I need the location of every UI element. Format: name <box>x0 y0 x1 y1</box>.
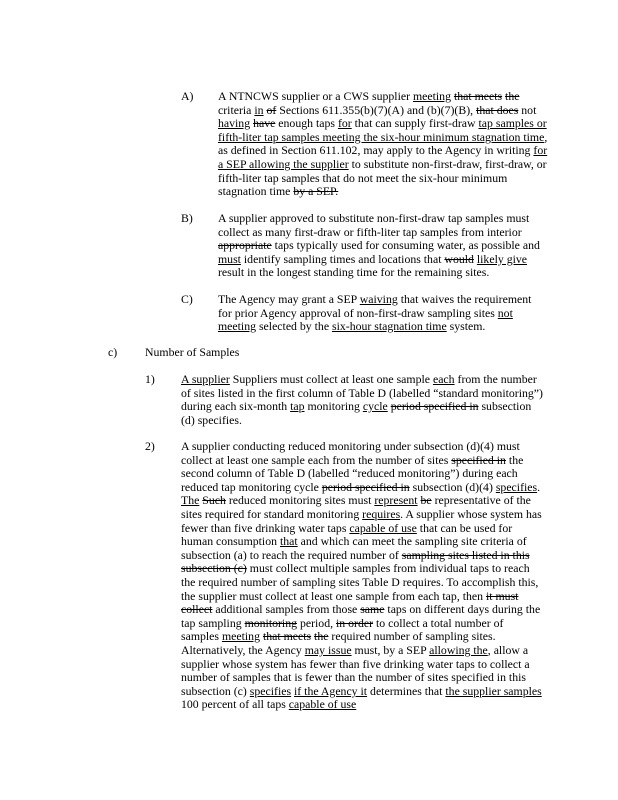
section-c-heading: Number of Samples <box>145 345 240 359</box>
deleted-text: the <box>505 89 520 103</box>
inserted-text: six-hour stagnation time <box>332 319 447 334</box>
text-run: Sections 611.355(b)(7)(A) and (b)(7)(B), <box>276 102 477 117</box>
inserted-text: if the Agency it <box>294 683 368 698</box>
inserted-text: may issue <box>304 642 352 657</box>
inserted-text: The <box>181 493 200 508</box>
item-c-text <box>218 293 548 334</box>
text-run: A supplier conducting reduced monitoring under subsection (d)(4) must collect at least one sample each from the number of sites <box>181 439 520 467</box>
text-run: subsection (d)(4) <box>409 479 496 494</box>
text-run: that can be used for human consumption <box>181 520 513 549</box>
inserted-text: represent <box>374 493 418 508</box>
text-run: reduced monitoring sites must <box>225 493 375 508</box>
text-run: identify sampling times and locations that <box>240 251 445 266</box>
deleted-text: the <box>314 629 329 644</box>
item-2-label: 2) <box>145 439 155 453</box>
deleted-text: in order <box>336 615 374 630</box>
inserted-text: for <box>337 116 352 131</box>
text-run: enough taps <box>275 116 338 131</box>
item-b-text <box>218 212 548 280</box>
inserted-text: the supplier samples <box>445 683 542 698</box>
inserted-text: meeting <box>412 89 451 103</box>
item-1-label: 1) <box>145 372 155 386</box>
text-run: , as defined in Section 611.102, may apply to the Agency in writing <box>218 129 548 158</box>
deleted-text: that meets <box>453 89 503 103</box>
text-run: result in the longest standing time for the remaining sites. <box>218 265 490 280</box>
inserted-text: each <box>432 372 455 386</box>
inserted-text: that <box>279 534 298 549</box>
item-1-text <box>181 373 543 427</box>
inserted-text: must <box>218 251 241 266</box>
text-run: representative of the sites required for standard monitoring <box>181 493 531 521</box>
inserted-text: A supplier <box>181 372 230 386</box>
text-run: . <box>537 479 541 494</box>
text-run: 100 percent of all taps <box>181 697 289 712</box>
deleted-text: it must collect <box>181 588 519 617</box>
deleted-text: would <box>444 251 474 266</box>
deleted-text: sampling sites listed in this subsection (c) <box>181 547 530 576</box>
text-run: criteria <box>218 102 255 117</box>
text-run: must, by a SEP <box>351 642 430 657</box>
text-run: , allow a supplier whose system has fewer than five drinking water taps to collect a number of samples that is fewer than the number of sites specified in this subsection (c) <box>181 642 530 698</box>
deleted-text: same <box>360 602 385 617</box>
inserted-text: for a SEP allowing the supplier <box>218 143 548 171</box>
inserted-text: waiving <box>359 292 398 306</box>
text-run: selected by the <box>256 319 333 334</box>
inserted-text: capable of use <box>288 697 357 712</box>
text-run: taps typically used for consuming water, as possible and <box>271 238 540 253</box>
deleted-text: specified in <box>451 452 506 467</box>
deleted-text: appropriate <box>218 238 272 253</box>
section-c-label: c) <box>108 345 118 359</box>
inserted-text: having <box>218 116 251 131</box>
item-a-label: A) <box>181 89 194 103</box>
deleted-text: have <box>253 116 276 131</box>
inserted-text: not meeting <box>218 305 513 334</box>
inserted-text: specifies <box>495 479 538 494</box>
text-run: The Agency may grant a SEP <box>218 292 360 306</box>
text-run: period, <box>297 615 337 630</box>
text-run: required number of sampling sites. Alternatively, the Agency <box>181 629 496 657</box>
inserted-text: in <box>254 102 264 117</box>
deleted-text: by a SEP. <box>293 184 339 199</box>
inserted-text: capable of use <box>349 520 417 535</box>
deleted-text: of <box>266 102 277 117</box>
text-run: additional samples from those <box>212 602 361 617</box>
item-2-text <box>181 440 543 712</box>
deleted-text: period specified in <box>390 399 479 414</box>
deleted-text: monitoring <box>244 615 298 630</box>
inserted-text: meeting <box>221 629 260 644</box>
inserted-text: requires <box>362 506 401 521</box>
text-run: and which can meet the sampling site criteria of subsection (a) to reach the required number of <box>181 534 527 562</box>
item-c-label: C) <box>181 292 193 306</box>
text-run: system. <box>446 319 486 334</box>
text-run: . A supplier whose system has fewer than five drinking water taps <box>181 506 542 535</box>
text-run: that waives the requirement for prior Agency approval of non-first-draw sampling sites <box>218 292 532 320</box>
text-run: the second column of Table D (labelled “reduced monitoring”) during each reduced tap monitoring cycle <box>181 452 524 494</box>
inserted-text: tap <box>290 399 305 414</box>
text-run: A supplier approved to substitute non-first-draw tap samples must collect as many first-draw or fifth-liter tap samples from interior <box>218 211 530 239</box>
inserted-text: specifies <box>249 683 292 698</box>
inserted-text: cycle <box>362 399 388 414</box>
text-run: determines that <box>367 683 446 698</box>
text-run: that can supply first-draw <box>351 116 479 131</box>
item-b-label: B) <box>181 211 193 225</box>
text-run: to substitute non-first-draw, first-draw, or fifth-liter tap samples that do not meet the six-hour minimum stagnation time <box>218 156 547 199</box>
deleted-text: be <box>420 493 432 508</box>
deleted-text: Such <box>202 493 226 508</box>
text-run: from the number of sites listed in the first column of Table D (labelled “standard monitoring”) during each six-month <box>181 372 543 414</box>
text-run: to collect a total number of samples <box>181 615 504 644</box>
deleted-text: period specified in <box>321 479 410 494</box>
text-run: must collect multiple samples from individual taps to reach the required number of sampling sites Table D requires. To accomplish this, the supplier must collect at least one sample from each tap, then <box>181 561 539 603</box>
inserted-text: allowing the <box>429 642 488 657</box>
text-run: Suppliers must collect at least one sample <box>229 372 433 386</box>
deleted-text: that does <box>476 102 519 117</box>
deleted-text: that meets <box>262 629 312 644</box>
inserted-text: likely give <box>476 251 528 266</box>
text-run: not <box>518 102 537 117</box>
text-run: monitoring <box>304 399 363 414</box>
text-run: subsection (d) specifies. <box>181 399 532 427</box>
text-run: A NTNCWS supplier or a CWS supplier <box>218 89 413 103</box>
inserted-text: tap samples or fifth-liter tap samples meeting the six-hour minimum stagnation time <box>218 116 547 144</box>
item-a-text <box>218 90 548 199</box>
text-run: taps on different days during the tap sampling <box>181 602 541 630</box>
